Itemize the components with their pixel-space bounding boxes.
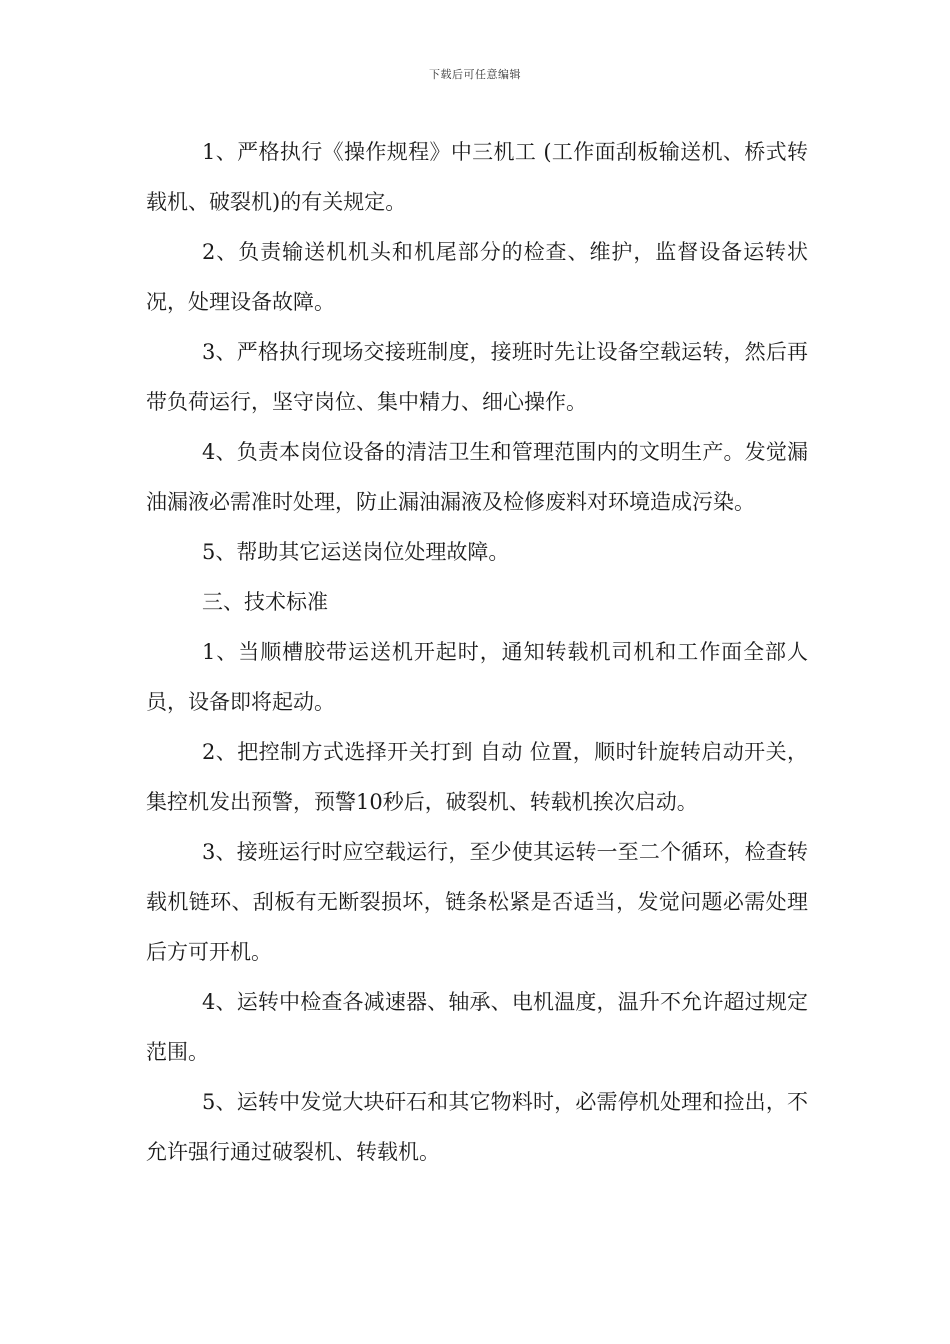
paragraph-duty-1: 1、严格执行《操作规程》中三机工 (工作面刮板输送机、桥式转载机、破裂机)的有关规定。: [146, 140, 808, 214]
page-header: 下载后可任意编辑: [429, 68, 521, 81]
paragraph-standard-3: 3、接班运行时应空载运行，至少使其运转一至二个循环，检查转载机链环、刮板有无断裂损坏，链条松紧是否适当，发觉问题必需处理后方可开机。: [146, 840, 808, 964]
section-heading-technical-standards: 三、技术标准: [202, 590, 328, 614]
paragraph-duty-2: 2、负责输送机机头和机尾部分的检查、维护，监督设备运转状况，处理设备故障。: [146, 240, 808, 314]
paragraph-standard-4: 4、运转中检查各减速器、轴承、电机温度，温升不允许超过规定范围。: [146, 990, 808, 1064]
paragraph-duty-4: 4、负责本岗位设备的清洁卫生和管理范围内的文明生产。发觉漏油漏液必需准时处理，防止漏油漏液及检修废料对环境造成污染。: [146, 440, 808, 514]
document-body: [146, 127, 808, 1177]
paragraph-duty-3: 3、严格执行现场交接班制度，接班时先让设备空载运转，然后再带负荷运行，坚守岗位、集中精力、细心操作。: [146, 340, 808, 414]
paragraph-duty-5: 5、帮助其它运送岗位处理故障。: [202, 540, 510, 564]
paragraph-standard-5: 5、运转中发觉大块矸石和其它物料时，必需停机处理和捡出，不允许强行通过破裂机、转载机。: [146, 1090, 808, 1164]
paragraph-standard-2: 2、把控制方式选择开关打到 自动 位置，顺时针旋转启动开关，集控机发出预警，预警10秒后，破裂机、转载机挨次启动。: [146, 740, 808, 814]
paragraph-standard-1: 1、当顺槽胶带运送机开起时，通知转载机司机和工作面全部人员，设备即将起动。: [146, 640, 808, 714]
